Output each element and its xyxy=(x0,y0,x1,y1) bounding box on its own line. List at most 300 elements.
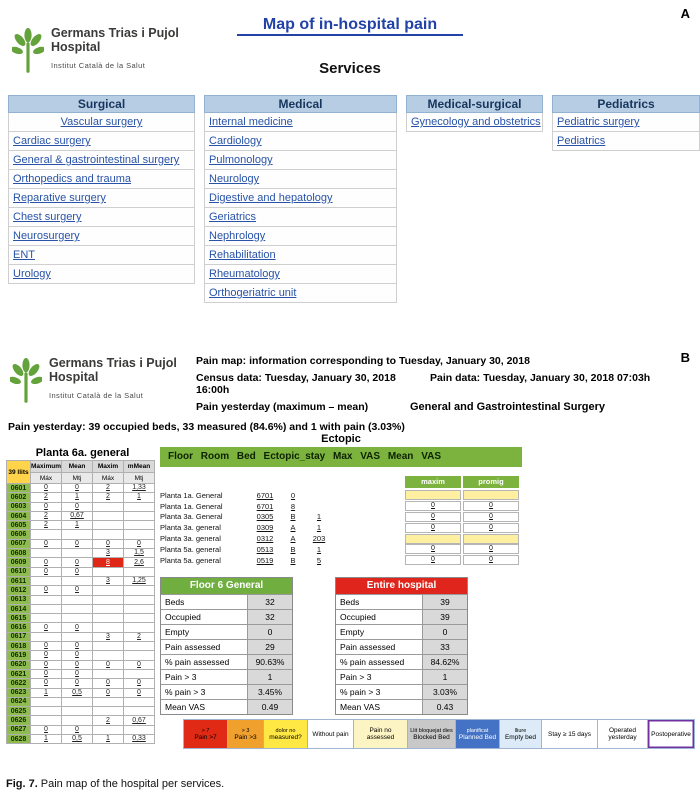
logo-institute: Institut Català de la Salut xyxy=(49,391,144,400)
ectopic-floor: Planta 3a. General xyxy=(160,512,223,522)
legend xyxy=(183,719,695,749)
pain-value-cell[interactable]: 1 xyxy=(31,688,62,697)
ectopic-max-cell xyxy=(405,490,461,500)
ectopic-max-cell[interactable]: 0 xyxy=(405,512,461,522)
summary-value: 3.45% xyxy=(248,685,292,699)
ectopic-mean-cell[interactable]: 0 xyxy=(463,512,519,522)
pain-value-cell xyxy=(93,521,124,530)
ectopic-floor: Planta 5a. general xyxy=(160,555,221,565)
column-group-header: Maximum xyxy=(31,461,62,473)
pain-value-cell[interactable]: 0 xyxy=(124,660,155,669)
ectopic-mean-cell xyxy=(463,490,519,500)
maxim-column-header: maxim xyxy=(405,476,461,488)
ectopic-row xyxy=(160,533,522,544)
ectopic-bed[interactable]: 8 xyxy=(290,501,296,511)
panel-b-label: B xyxy=(680,350,690,365)
pain-value-cell[interactable]: 0 xyxy=(62,502,93,511)
summary-label: % pain > 3 xyxy=(336,685,423,699)
pain-value-cell[interactable]: 0 xyxy=(93,688,124,697)
pain-value-cell[interactable]: 0 xyxy=(31,669,62,678)
pain-value-cell[interactable]: 0 xyxy=(93,679,124,688)
pain-value-cell xyxy=(31,716,62,725)
column-subheader: Máx xyxy=(31,473,62,484)
ectopic-floor: Planta 3a. general xyxy=(160,534,221,544)
pain-value-cell[interactable]: 0 xyxy=(124,539,155,548)
bed-number: 0607 xyxy=(7,539,31,548)
ectopic-bed[interactable]: B xyxy=(290,544,296,554)
ectopic-stay[interactable]: 1 xyxy=(316,512,322,522)
figure-number: Fig. 7. xyxy=(6,778,38,790)
summary-row xyxy=(336,609,467,624)
hospital-summary-table xyxy=(335,577,468,715)
pain-value-cell[interactable]: 0 xyxy=(124,679,155,688)
report-title-line: Pain map: information corresponding to Tuesday, January 30, 2018 xyxy=(196,355,530,367)
summary-row xyxy=(336,669,467,684)
service-link[interactable]: Rehabilitation xyxy=(204,246,397,265)
pain-value-cell[interactable]: 0 xyxy=(62,679,93,688)
pain-value-cell xyxy=(62,604,93,613)
column-group-header: mMean xyxy=(124,461,155,473)
summary-value: 0 xyxy=(248,625,292,639)
ectopic-bed[interactable]: B xyxy=(290,555,296,565)
ectopic-room[interactable]: 0305 xyxy=(256,512,274,522)
pain-value-cell[interactable]: 1 xyxy=(31,735,62,744)
ectopic-mean-cell[interactable]: 0 xyxy=(463,544,519,554)
pain-value-cell xyxy=(124,521,155,530)
pain-value-cell[interactable]: 1 xyxy=(93,735,124,744)
pain-value-cell xyxy=(124,725,155,734)
service-link[interactable]: Orthogeriatric unit xyxy=(204,284,397,303)
pain-value-cell[interactable]: 0,67 xyxy=(124,716,155,725)
service-name: General and Gastrointestinal Surgery xyxy=(410,401,606,413)
bed-number: 0609 xyxy=(7,558,31,567)
pain-value-cell xyxy=(62,576,93,585)
pain-value-cell xyxy=(62,595,93,604)
ectopic-heading: Ectopic xyxy=(321,433,361,445)
pain-value-cell xyxy=(124,586,155,595)
service-link[interactable]: Geriatrics xyxy=(204,208,397,227)
service-column-header: Medical-surgical xyxy=(406,95,543,113)
pain-value-cell[interactable]: 3 xyxy=(93,576,124,585)
ectopic-room[interactable]: 6701 xyxy=(256,490,274,500)
pain-value-cell xyxy=(93,511,124,520)
pain-value-cell xyxy=(124,502,155,511)
pain-value-cell[interactable]: 2 xyxy=(31,493,62,502)
summary-row xyxy=(161,639,292,654)
ectopic-room[interactable]: 0312 xyxy=(256,534,274,544)
ectopic-bed[interactable]: 0 xyxy=(290,490,296,500)
ectopic-floor: Planta 3a. general xyxy=(160,523,221,533)
legend-item-label: Postoperative xyxy=(651,730,691,738)
logo-name: Germans Trias i Pujol xyxy=(49,356,177,370)
pain-value-cell xyxy=(93,604,124,613)
ectopic-bed[interactable]: A xyxy=(290,534,296,544)
pain-value-cell[interactable]: 0 xyxy=(62,539,93,548)
panel-a-label: A xyxy=(680,6,690,21)
ectopic-floor: Planta 1a. General xyxy=(160,501,223,511)
service-columns xyxy=(8,95,700,303)
service-column xyxy=(406,95,543,132)
pain-value-cell xyxy=(124,595,155,604)
pain-value-cell[interactable]: 0 xyxy=(62,484,93,493)
bed-number: 0627 xyxy=(7,725,31,734)
service-link[interactable]: Neurology xyxy=(204,170,397,189)
service-link[interactable]: Pediatric surgery xyxy=(552,113,700,132)
pain-value-cell xyxy=(93,651,124,660)
legend-item xyxy=(648,720,694,748)
legend-item-label: Stay ≥ 15 days xyxy=(548,730,591,738)
pain-value-cell xyxy=(124,707,155,716)
pain-value-cell[interactable]: 0,67 xyxy=(62,511,93,520)
bed-number: 0617 xyxy=(7,632,31,641)
service-column-header: Medical xyxy=(204,95,397,113)
service-link[interactable]: General & gastrointestinal surgery xyxy=(8,151,195,170)
floor-pain-table xyxy=(6,460,155,744)
ectopic-table-header: Floor Room Bed Ectopic_stay Max VAS Mean VAS xyxy=(160,447,522,467)
legend-item-catalan-label: Llit bloquejat dies xyxy=(410,727,453,734)
pain-value-cell[interactable]: 3 xyxy=(93,549,124,558)
promig-column-header: promig xyxy=(463,476,519,488)
ectopic-mean-cell xyxy=(463,534,519,544)
ectopic-room[interactable]: 6701 xyxy=(256,501,274,511)
bed-number: 0622 xyxy=(7,679,31,688)
legend-item-catalan-label: dolor no xyxy=(275,727,296,734)
pain-value-cell[interactable]: 8 xyxy=(93,558,124,567)
beds-count-cell: 39 llits xyxy=(7,461,31,484)
pain-value-cell[interactable]: 0 xyxy=(62,725,93,734)
pain-value-cell[interactable]: 0 xyxy=(62,651,93,660)
pain-data-line: Pain data: Tuesday, January 30, 2018 07:03h xyxy=(430,372,651,384)
bed-number: 0625 xyxy=(7,707,31,716)
service-link[interactable]: Pulmonology xyxy=(204,151,397,170)
pain-value-cell[interactable]: 0 xyxy=(62,669,93,678)
pain-value-cell[interactable]: 1 xyxy=(62,521,93,530)
pain-value-cell xyxy=(124,651,155,660)
summary-table-title: Entire hospital xyxy=(336,578,467,594)
pain-value-cell[interactable]: 0 xyxy=(31,642,62,651)
pain-value-cell[interactable]: 1,5 xyxy=(124,549,155,558)
service-link[interactable]: Orthopedics and trauma xyxy=(8,170,195,189)
ectopic-row xyxy=(160,512,522,523)
legend-item-catalan-label: lliure xyxy=(514,727,527,734)
pain-value-cell xyxy=(93,725,124,734)
ectopic-table-rows xyxy=(160,490,522,566)
pain-value-cell xyxy=(93,530,124,539)
legend-item-catalan-label: > 3 xyxy=(241,727,250,734)
bed-number: 0604 xyxy=(7,511,31,520)
ectopic-mean-cell[interactable]: 0 xyxy=(463,501,519,511)
summary-label: Pain assessed xyxy=(336,640,423,654)
pain-value-cell[interactable]: 2 xyxy=(31,511,62,520)
pain-value-cell[interactable]: 0 xyxy=(31,679,62,688)
report-header xyxy=(196,355,688,418)
pain-value-cell xyxy=(62,716,93,725)
ectopic-stay[interactable]: 1 xyxy=(316,544,322,554)
service-link[interactable]: Rheumatology xyxy=(204,265,397,284)
pain-value-cell[interactable]: 0 xyxy=(31,539,62,548)
pain-value-cell xyxy=(62,707,93,716)
service-link[interactable]: Reparative surgery xyxy=(8,189,195,208)
column-group-header: Maxim xyxy=(93,461,124,473)
pain-value-cell[interactable]: 1,25 xyxy=(124,576,155,585)
pain-value-cell[interactable]: 2 xyxy=(93,493,124,502)
legend-item-label: Without pain xyxy=(312,730,349,738)
legend-item xyxy=(354,720,408,748)
figure-caption xyxy=(6,778,224,790)
bed-number: 0620 xyxy=(7,660,31,669)
floor6-summary-table xyxy=(160,577,293,715)
service-column xyxy=(204,95,397,303)
ectopic-room[interactable]: 0519 xyxy=(256,555,274,565)
bed-number: 0605 xyxy=(7,521,31,530)
summary-label: Empty xyxy=(161,625,248,639)
ectopic-bed[interactable]: A xyxy=(290,523,296,533)
pain-value-cell xyxy=(93,707,124,716)
pain-value-cell[interactable]: 2 xyxy=(93,716,124,725)
summary-row xyxy=(161,609,292,624)
summary-row xyxy=(336,624,467,639)
summary-label: % pain assessed xyxy=(161,655,248,669)
service-link[interactable]: Pediatrics xyxy=(552,132,700,151)
summary-label: % pain assessed xyxy=(336,655,423,669)
pain-value-cell[interactable]: 0 xyxy=(93,660,124,669)
pain-value-cell xyxy=(124,614,155,623)
pain-value-cell[interactable]: 2 xyxy=(93,484,124,493)
pain-value-cell xyxy=(31,549,62,558)
ectopic-max-cell[interactable]: 0 xyxy=(405,501,461,511)
legend-item xyxy=(264,720,308,748)
ectopic-row xyxy=(160,501,522,512)
service-link[interactable]: Cardiology xyxy=(204,132,397,151)
summary-value: 84.62% xyxy=(423,655,467,669)
service-link[interactable]: ENT xyxy=(8,246,195,265)
bed-number: 0602 xyxy=(7,493,31,502)
summary-row xyxy=(161,699,292,714)
bed-number: 0608 xyxy=(7,549,31,558)
service-link[interactable]: Gynecology and obstetrics xyxy=(406,113,543,132)
bed-number: 0615 xyxy=(7,614,31,623)
ectopic-room[interactable]: 0309 xyxy=(256,523,274,533)
legend-item xyxy=(228,720,264,748)
service-link[interactable]: Urology xyxy=(8,265,195,284)
legend-item xyxy=(500,720,542,748)
legend-item xyxy=(542,720,598,748)
legend-item-label: Pain no assessed xyxy=(366,727,395,741)
hospital-logo-text xyxy=(49,356,177,400)
pain-value-cell xyxy=(124,642,155,651)
summary-label: Occupied xyxy=(336,610,423,624)
pain-value-cell xyxy=(31,614,62,623)
bed-number: 0613 xyxy=(7,595,31,604)
ectopic-row xyxy=(160,544,522,555)
pain-value-cell[interactable]: 0 xyxy=(62,642,93,651)
summary-value: 0.43 xyxy=(423,700,467,714)
ectopic-bed[interactable]: B xyxy=(290,512,296,522)
summary-row xyxy=(336,699,467,714)
bed-number: 0616 xyxy=(7,623,31,632)
pain-value-cell xyxy=(31,632,62,641)
pain-value-cell xyxy=(62,697,93,706)
bed-number: 0612 xyxy=(7,586,31,595)
summary-row xyxy=(336,639,467,654)
legend-item xyxy=(598,720,648,748)
legend-item-label: Pain >7 xyxy=(194,733,217,741)
ectopic-stay[interactable]: 1 xyxy=(316,523,322,533)
pain-value-cell[interactable]: 0 xyxy=(31,484,62,493)
pain-yesterday-line: Pain yesterday (maximum – mean) xyxy=(196,401,369,413)
pain-value-cell[interactable]: 1,33 xyxy=(124,484,155,493)
legend-item xyxy=(184,720,228,748)
map-title-text: Map of in-hospital pain xyxy=(237,16,463,36)
summary-value: 1 xyxy=(423,670,467,684)
pain-value-cell[interactable]: 0 xyxy=(31,558,62,567)
summary-label: Beds xyxy=(161,595,248,609)
bed-number: 0606 xyxy=(7,530,31,539)
pain-value-cell[interactable]: 0 xyxy=(31,725,62,734)
pain-value-cell xyxy=(62,549,93,558)
summary-row xyxy=(336,594,467,609)
pain-value-cell[interactable]: 1 xyxy=(62,493,93,502)
service-link[interactable]: Cardiac surgery xyxy=(8,132,195,151)
pain-value-cell[interactable]: 2,6 xyxy=(124,558,155,567)
pain-value-cell[interactable]: 1 xyxy=(124,493,155,502)
summary-value: 33 xyxy=(423,640,467,654)
pain-value-cell[interactable]: 3 xyxy=(93,632,124,641)
summary-label: Mean VAS xyxy=(161,700,248,714)
summary-value: 1 xyxy=(248,670,292,684)
pain-value-cell[interactable]: 0 xyxy=(31,660,62,669)
pain-value-cell xyxy=(93,642,124,651)
pain-value-cell[interactable]: 0,5 xyxy=(62,735,93,744)
ectopic-stay[interactable]: 5 xyxy=(316,555,322,565)
summary-row xyxy=(161,669,292,684)
pain-value-cell[interactable]: 0 xyxy=(31,586,62,595)
service-column xyxy=(552,95,700,151)
pain-value-cell[interactable]: 0 xyxy=(31,567,62,576)
ectopic-max-cell xyxy=(405,534,461,544)
ectopic-max-cell[interactable]: 0 xyxy=(405,555,461,565)
pain-value-cell xyxy=(124,511,155,520)
pain-value-cell[interactable]: 0,5 xyxy=(62,688,93,697)
ectopic-max-cell[interactable]: 0 xyxy=(405,544,461,554)
ectopic-floor: Planta 1a. General xyxy=(160,490,223,500)
ectopic-row xyxy=(160,490,522,501)
ectopic-row xyxy=(160,555,522,566)
summary-value: 29 xyxy=(248,640,292,654)
pain-value-cell[interactable]: 2 xyxy=(31,521,62,530)
pain-value-cell[interactable]: 0 xyxy=(62,586,93,595)
pain-value-cell[interactable]: 0 xyxy=(62,660,93,669)
summary-value: 32 xyxy=(248,610,292,624)
pain-value-cell xyxy=(124,604,155,613)
ectopic-room[interactable]: 0513 xyxy=(256,544,274,554)
column-group-header: Mean xyxy=(62,461,93,473)
pain-value-cell xyxy=(62,614,93,623)
pain-value-cell xyxy=(93,623,124,632)
pain-value-cell[interactable]: 0 xyxy=(62,558,93,567)
pain-value-cell xyxy=(124,623,155,632)
census-data-line: Census data: Tuesday, January 30, 2018 16:00h xyxy=(196,372,396,396)
pain-value-cell xyxy=(124,669,155,678)
pain-value-cell[interactable]: 0 xyxy=(62,567,93,576)
bed-number: 0626 xyxy=(7,716,31,725)
pain-value-cell xyxy=(31,697,62,706)
summary-row xyxy=(161,654,292,669)
bed-number: 0603 xyxy=(7,502,31,511)
pain-value-cell xyxy=(93,567,124,576)
service-column-header: Pediatrics xyxy=(552,95,700,113)
pain-value-cell[interactable]: 0,33 xyxy=(124,735,155,744)
ectopic-mean-cell[interactable]: 0 xyxy=(463,523,519,533)
pain-value-cell xyxy=(124,567,155,576)
ectopic-mean-cell[interactable]: 0 xyxy=(463,555,519,565)
pain-value-cell[interactable]: 0 xyxy=(31,651,62,660)
pain-value-cell xyxy=(124,530,155,539)
service-link[interactable]: Chest surgery xyxy=(8,208,195,227)
service-link[interactable]: Internal medicine xyxy=(204,113,397,132)
pain-value-cell[interactable]: 0 xyxy=(62,623,93,632)
ectopic-stay[interactable]: 203 xyxy=(312,534,326,544)
service-link[interactable]: Nephrology xyxy=(204,227,397,246)
service-link[interactable]: Vascular surgery xyxy=(8,113,195,132)
legend-item-label: Planned Bed xyxy=(458,733,497,741)
service-link[interactable]: Neurosurgery xyxy=(8,227,195,246)
bed-number: 0628 xyxy=(7,735,31,744)
legend-item xyxy=(408,720,456,748)
bed-number: 0619 xyxy=(7,651,31,660)
bed-number: 0610 xyxy=(7,567,31,576)
summary-label: Beds xyxy=(336,595,423,609)
pain-value-cell xyxy=(31,604,62,613)
pain-value-cell[interactable]: 0 xyxy=(124,688,155,697)
summary-row xyxy=(336,654,467,669)
legend-item-label: measured? xyxy=(269,733,302,741)
legend-item-label: Blocked Bed xyxy=(413,733,450,741)
pain-value-cell xyxy=(93,586,124,595)
service-link[interactable]: Digestive and hepatology xyxy=(204,189,397,208)
pain-value-cell xyxy=(31,595,62,604)
summary-label: Empty xyxy=(336,625,423,639)
pain-value-cell[interactable]: 0 xyxy=(31,502,62,511)
logo-hospital: Hospital xyxy=(49,370,99,384)
column-subheader: Mtj xyxy=(62,473,93,484)
vas-column-headers xyxy=(405,476,519,488)
legend-item-catalan-label: planificat xyxy=(466,727,489,734)
services-heading: Services xyxy=(319,60,381,77)
pain-value-cell xyxy=(93,669,124,678)
pain-value-cell[interactable]: 0 xyxy=(31,623,62,632)
bed-number: 0601 xyxy=(7,484,31,493)
bed-number: 0614 xyxy=(7,604,31,613)
summary-label: Pain > 3 xyxy=(161,670,248,684)
pain-value-cell xyxy=(31,576,62,585)
bed-number: 0621 xyxy=(7,669,31,678)
summary-row xyxy=(336,684,467,699)
hospital-logo xyxy=(10,356,177,408)
pain-value-cell xyxy=(93,614,124,623)
pain-value-cell[interactable]: 2 xyxy=(124,632,155,641)
summary-row xyxy=(161,624,292,639)
legend-item-catalan-label: > 7 xyxy=(201,727,210,734)
pain-value-cell[interactable]: 0 xyxy=(93,539,124,548)
service-column xyxy=(8,95,195,284)
summary-value: 0 xyxy=(423,625,467,639)
summary-table-title: Floor 6 General xyxy=(161,578,292,594)
legend-item xyxy=(456,720,500,748)
summary-value: 0.49 xyxy=(248,700,292,714)
pain-value-cell xyxy=(62,632,93,641)
ectopic-max-cell[interactable]: 0 xyxy=(405,523,461,533)
